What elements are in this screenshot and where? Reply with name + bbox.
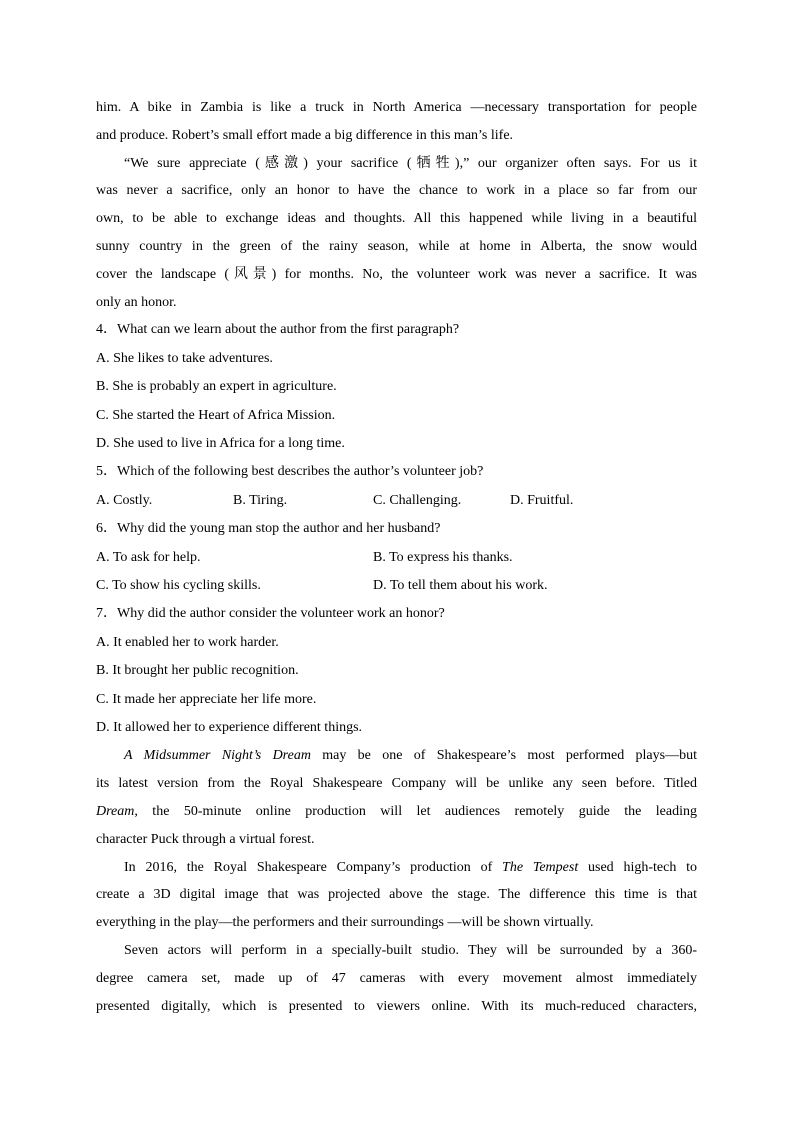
text-line: cover the landscape (风景) for months. No, the volunteer work was never a sacrifice. It was (96, 266, 697, 282)
text-line: sunny country in the green of the rainy season, while at home in Alberta, the snow would (96, 238, 697, 254)
question-stem: 5．Which of the following best describes the author’s volunteer job? (96, 464, 484, 480)
option-c: C. It made her appreciate her life more. (96, 691, 317, 707)
text-line: own, to be able to exchange ideas and thoughts. All this happened while living in a beautiful (96, 211, 697, 227)
option-d: D. Fruitful. (510, 492, 574, 508)
question-stem: 7．Why did the author consider the volunteer work an honor? (96, 606, 445, 622)
text-line (96, 854, 697, 882)
text-line: character Puck through a virtual forest. (96, 831, 315, 847)
text-line: its latest version from the Royal Shakespeare Company will be unlike any seen before. Titled (96, 776, 697, 792)
text-run: , the 50-minute online production will let audiences remotely guide the leading (134, 804, 697, 820)
text-line: was never a sacrifice, only an honor to have the chance to work in a place so far from our (96, 183, 697, 199)
text-line: presented digitally, which is presented to viewers online. With its much-reduced characters, (96, 998, 697, 1014)
text-run: In 2016, the Royal Shakespeare Company’s production of (124, 859, 503, 875)
option-a: A. She likes to take adventures. (96, 350, 273, 366)
page-content (96, 94, 697, 1020)
question-stem: 4．What can we learn about the author from the first paragraph? (96, 322, 460, 338)
text-line: him. A bike in Zambia is like a truck in North America —necessary transportation for people (96, 100, 697, 115)
text-line: everything in the play—the performers and their surroundings —will be shown virtually. (96, 915, 594, 931)
question-6 (96, 515, 697, 600)
option-d: D. She used to live in Africa for a long time. (96, 436, 345, 451)
text-line: degree camera set, made up of 47 cameras with every movement almost immediately (96, 970, 697, 986)
options-row (96, 572, 697, 600)
option-c: C. Challenging. (373, 492, 462, 508)
passage-d-paragraph-2 (96, 854, 697, 937)
option-c: C. To show his cycling skills. (96, 578, 261, 594)
options-row (96, 487, 697, 515)
question-5 (96, 458, 697, 515)
text-line: and produce. Robert’s small effort made a big difference in this man’s life. (96, 127, 514, 143)
text-run: used high-tech to (578, 859, 697, 875)
text-line: only an honor. (96, 294, 177, 310)
passage-d-paragraph-1 (96, 742, 697, 853)
option-b: B. She is probably an expert in agriculture. (96, 379, 337, 395)
text-line: create a 3D digital image that was projected above the stage. The difference this time is that (96, 887, 697, 903)
option-c: C. She started the Heart of Africa Mission. (96, 407, 336, 423)
option-d: D. It allowed her to experience different things. (96, 720, 363, 736)
play-title: A Midsummer Night’s Dream (124, 748, 311, 764)
question-4 (96, 316, 697, 458)
option-b: B. To express his thanks. (373, 549, 513, 565)
text-line (96, 742, 697, 770)
option-b: B. Tiring. (233, 492, 288, 508)
passage-c-paragraph-2 (96, 150, 697, 317)
option-a: A. It enabled her to work harder. (96, 634, 279, 650)
passage-c-paragraph-1 (96, 94, 697, 150)
text-line: Seven actors will perform in a specially-built studio. They will be surrounded by a 360- (124, 943, 697, 959)
text-line (96, 798, 697, 826)
passage-d-paragraph-3 (96, 937, 697, 1020)
options-row (96, 544, 697, 572)
question-7 (96, 600, 697, 742)
option-a: A. Costly. (96, 492, 153, 508)
option-a: A. To ask for help. (96, 549, 201, 565)
play-title: The Tempest (502, 859, 579, 875)
play-title: Dream (96, 804, 135, 820)
text-run: may be one of Shakespeare’s most performed plays—but (310, 748, 697, 764)
option-b: B. It brought her public recognition. (96, 663, 299, 679)
question-stem: 6．Why did the young man stop the author and her husband? (96, 521, 441, 537)
text-line: “We sure appreciate (感激) your sacrifice (牺牲),” our organizer often says. For us it (124, 155, 697, 171)
option-d: D. To tell them about his work. (373, 578, 548, 594)
